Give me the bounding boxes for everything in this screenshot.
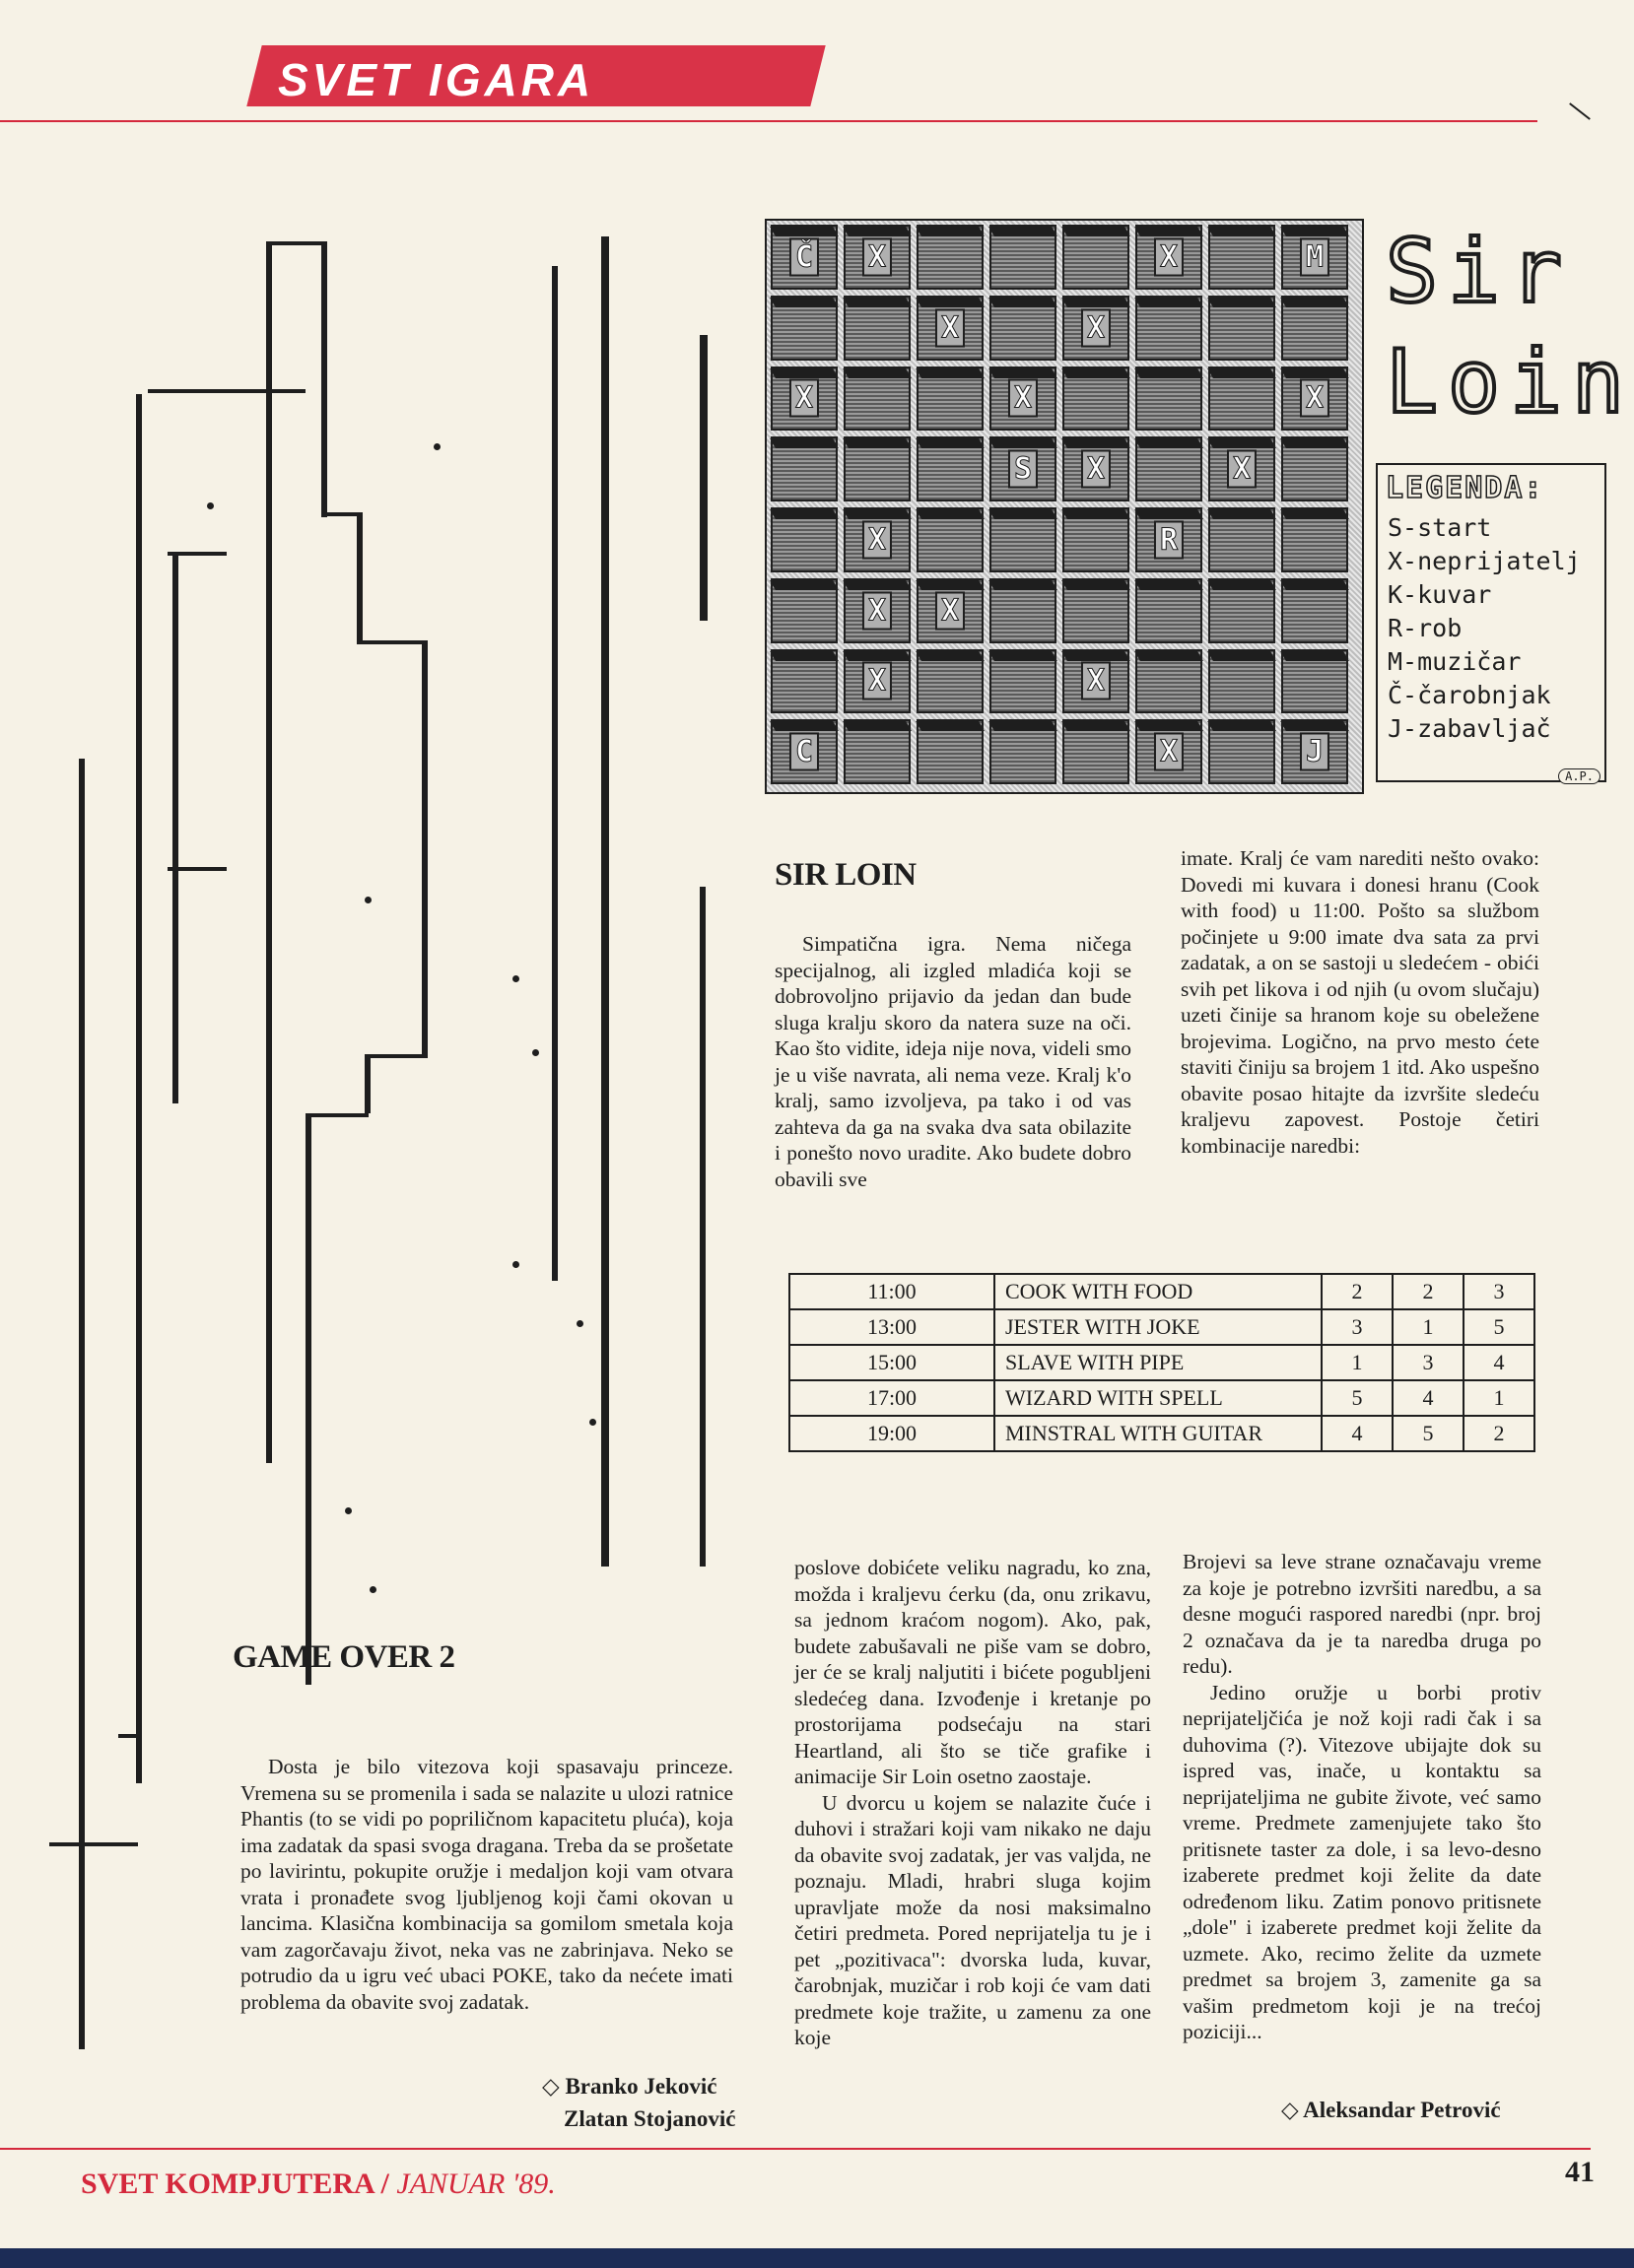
cell-label: X: [1227, 450, 1257, 489]
order-cell: 3: [1393, 1345, 1464, 1380]
footer-magazine-name: SVET KOMPJUTERA /: [81, 2168, 397, 2200]
cell-shade: [988, 721, 1057, 731]
board-cell: [989, 367, 1056, 432]
board-cell: [1062, 649, 1129, 714]
board-cell: [1135, 367, 1202, 432]
cell-shade: [1134, 721, 1203, 731]
board-cell: [989, 719, 1056, 784]
cell-shade: [843, 438, 912, 448]
board-cell: [844, 578, 911, 643]
board-grid: [771, 225, 1348, 784]
time-cell: 19:00: [789, 1416, 994, 1451]
cell-shade: [1134, 651, 1203, 661]
order-cell: 3: [1322, 1309, 1393, 1345]
cell-shade: [843, 580, 912, 590]
board-cell: [1208, 578, 1275, 643]
legend-item: K-kuvar: [1388, 580, 1492, 609]
cell-shade: [843, 651, 912, 661]
cell-shade: [1207, 298, 1276, 307]
board-cell: [1135, 719, 1202, 784]
board-cell: [989, 296, 1056, 361]
cell-label: X: [862, 237, 892, 276]
paragraph: imate. Kralj će vam narediti nešto ovako: Dovedi mi kuvara i donesi hranu (Cook with food) u 11:00. Pošto sa službom počinjete u 9:00 imate dva sata za prvi zadatak, a on se sastoji u sledećem - obići svih pet likova i od njih (u ovom slučaju) uzeti činije sa hranom koje su obeležene brojevima. Logično, na prvo mesto ćete staviti činiju sa brojem 1 itd. Ako uspešno obavite posao hitajte da izvršite sledeću kraljevu zapovest. Postoje četiri kombinacije naredbi:: [1181, 846, 1539, 1158]
legend-item: Č-čarobnjak: [1388, 681, 1551, 709]
paragraph: poslove dobićete veliku nagradu, ko zna, možda i kraljevu ćerku (da, onu zrikavu, sa jednom kraćom nogom). Ako, pak, budete zabušavali ne piše vam se dobro, jer će se kralj naljutiti i bićete pogubljeni sledećeg dana. Izvođenje i kretanje po prostorijama podsećaju na stari Heartland, ali što se tiče grafike i animacije Sir Loin osetno zaostaje.: [794, 1556, 1151, 1788]
table-row: [789, 1345, 1534, 1380]
section-title: SVET IGARA: [278, 54, 595, 105]
cell-shade: [916, 227, 985, 236]
time-cell: 11:00: [789, 1274, 994, 1309]
board-cell: [989, 507, 1056, 572]
table-row: [789, 1274, 1534, 1309]
board-cell: [1281, 649, 1348, 714]
cell-shade: [1207, 227, 1276, 236]
cell-shade: [843, 509, 912, 519]
board-cell: [771, 296, 838, 361]
board-cell: [771, 649, 838, 714]
cell-label: C: [789, 733, 819, 771]
sir-loin-title-line-1: Sir: [1386, 221, 1572, 322]
cell-shade: [770, 438, 839, 448]
game-over-signature-1: ◇ Branko Jeković: [542, 2074, 717, 2099]
board-cell: [844, 507, 911, 572]
cell-shade: [1280, 651, 1349, 661]
cell-shade: [1280, 580, 1349, 590]
cell-shade: [843, 368, 912, 378]
board-cell: [1281, 578, 1348, 643]
cell-shade: [916, 509, 985, 519]
command-cell: COOK WITH FOOD: [994, 1274, 1322, 1309]
board-cell: [1281, 367, 1348, 432]
corner-mark-icon: [1569, 102, 1591, 120]
cell-label: X: [935, 591, 965, 630]
cell-shade: [988, 580, 1057, 590]
order-cell: 1: [1322, 1345, 1393, 1380]
cell-shade: [916, 651, 985, 661]
board-cell: [844, 649, 911, 714]
cell-label: J: [1300, 733, 1329, 771]
board-cell: [844, 367, 911, 432]
legend-item: X-neprijatelj: [1388, 547, 1581, 575]
cell-shade: [988, 227, 1057, 236]
legend-list: [1378, 511, 1604, 746]
order-cell: 1: [1464, 1380, 1534, 1416]
board-cell: [989, 578, 1056, 643]
cell-label: Č: [789, 237, 819, 276]
cell-shade: [916, 298, 985, 307]
board-cell: [1135, 649, 1202, 714]
cell-shade: [770, 298, 839, 307]
cell-shade: [988, 651, 1057, 661]
board-cell: [1135, 225, 1202, 290]
cell-shade: [1134, 298, 1203, 307]
cell-shade: [1207, 651, 1276, 661]
cell-shade: [843, 298, 912, 307]
game-over-heading: GAME OVER 2: [233, 1639, 455, 1675]
paragraph: Simpatična igra. Nema ničega specijalnog, ali izgled mladića koji se dobrovoljno prijavio da jedan dan bude sluga kralju skoro da natera suze na oči. Kao što vidite, ideja nije nova, videli smo je u više navrata, ali nema veze. Kralj k'o kralj, samo izvoljeva, pa tako i od vas zahteva da ga na svaka dva sata obilazite i ponešto novo uradite. Ako budete dobro obavili sve: [775, 932, 1131, 1191]
sir-loin-title-line-2: Loin: [1386, 331, 1634, 433]
paragraph: U dvorcu u kojem se nalazite čuće i duhovi i stražari koji vam nikako ne daju da obavite svoj zadatak, jer vas valjda, ne poznaju. Mladi, hrabri sluga kojim upravljate može da nosi maksimalno četiri predmeta. Pored neprijatelja tu je i pet „pozitivaca": dvorska luda, kuvar, čarobnjak, muzičar i rob koji će vam dati predmete koje tražite, u zamenu za one koje: [794, 1790, 1151, 2049]
cell-label: X: [862, 520, 892, 559]
board-cell: [1062, 578, 1129, 643]
legend-item: S-start: [1388, 513, 1492, 542]
cell-shade: [1134, 509, 1203, 519]
cell-shade: [1207, 580, 1276, 590]
board-cell: [1135, 296, 1202, 361]
legend-title: LEGENDA:: [1386, 471, 1544, 505]
sir-loin-col-4: [1183, 1549, 1541, 2045]
order-cell: 4: [1464, 1345, 1534, 1380]
board-cell: [1281, 436, 1348, 501]
time-cell: 15:00: [789, 1345, 994, 1380]
sir-loin-col-3: [794, 1555, 1151, 2051]
cell-shade: [1280, 721, 1349, 731]
board-cell: [1135, 507, 1202, 572]
cell-label: X: [1008, 379, 1038, 418]
cell-shade: [1061, 438, 1130, 448]
cell-label: X: [935, 308, 965, 347]
cell-shade: [770, 509, 839, 519]
board-cell: [1208, 296, 1275, 361]
board-cell: [1208, 367, 1275, 432]
board-cell: [1062, 296, 1129, 361]
order-cell: 5: [1464, 1309, 1534, 1345]
cell-shade: [916, 721, 985, 731]
cell-shade: [1280, 438, 1349, 448]
board-cell: [1281, 225, 1348, 290]
legend-item: J-zabavljač: [1388, 714, 1551, 743]
cell-shade: [1061, 227, 1130, 236]
cell-shade: [1207, 368, 1276, 378]
cell-shade: [1134, 227, 1203, 236]
board-cell: [917, 507, 984, 572]
board-cell: [917, 367, 984, 432]
board-cell: [989, 225, 1056, 290]
sir-loin-heading: SIR LOIN: [775, 857, 917, 893]
board-cell: [1062, 225, 1129, 290]
paragraph: Jedino oružje u borbi protiv neprijateljčića je nož koji radi čak i sa duhovima (?). Vitezove ubijajte dok su ispred vas, inače, u kontaktu sa neprijateljima ne gubite živote, već samo vreme. Predmete zamenjujete tako što pritisnete taster za dole, i sa levo-desno izaberete predmet koji želite da date određenom liku. Zatim ponovo pritisnete „dole" i izaberete predmet koji želite da uzmete. Ako, recimo želite da uzmete predmet sa brojem 3, zamenite ga sa vašim predmetom koji je na trećoj poziciji...: [1183, 1680, 1541, 2043]
cell-shade: [1280, 298, 1349, 307]
board-cell: [844, 719, 911, 784]
time-cell: 17:00: [789, 1380, 994, 1416]
board-cell: [844, 436, 911, 501]
game-over-map: [30, 227, 670, 1872]
board-cell: [771, 719, 838, 784]
cell-shade: [1280, 368, 1349, 378]
board-cell: [771, 367, 838, 432]
cell-label: X: [789, 379, 819, 418]
order-cell: 2: [1393, 1274, 1464, 1309]
table-row: [789, 1416, 1534, 1451]
order-cell: 1: [1393, 1309, 1464, 1345]
cell-label: X: [1300, 379, 1329, 418]
board-cell: [771, 436, 838, 501]
cell-shade: [1280, 509, 1349, 519]
board-cell: [1135, 578, 1202, 643]
cell-shade: [988, 438, 1057, 448]
cell-shade: [770, 227, 839, 236]
order-cell: 5: [1393, 1416, 1464, 1451]
cell-shade: [1061, 580, 1130, 590]
legend-signature: A.P.: [1558, 768, 1600, 784]
cell-shade: [1134, 580, 1203, 590]
command-table-wrap: [788, 1273, 1535, 1452]
table-row: [789, 1380, 1534, 1416]
cell-label: R: [1154, 520, 1184, 559]
cell-label: M: [1300, 237, 1329, 276]
board-cell: [1208, 719, 1275, 784]
board-cell: [1281, 507, 1348, 572]
cell-shade: [1207, 509, 1276, 519]
cell-shade: [916, 580, 985, 590]
game-over-body: [240, 1754, 733, 2015]
board-cell: [917, 225, 984, 290]
order-cell: 5: [1322, 1380, 1393, 1416]
cell-shade: [988, 298, 1057, 307]
cell-shade: [1134, 368, 1203, 378]
order-cell: 2: [1322, 1274, 1393, 1309]
cell-label: X: [862, 591, 892, 630]
cell-shade: [1061, 721, 1130, 731]
cell-label: S: [1008, 450, 1038, 489]
command-cell: MINSTRAL WITH GUITAR: [994, 1416, 1322, 1451]
board-cell: [844, 296, 911, 361]
cell-shade: [843, 227, 912, 236]
game-over-signature-2: Zlatan Stojanović: [564, 2106, 736, 2131]
board-cell: [1062, 719, 1129, 784]
board-cell: [917, 649, 984, 714]
cell-shade: [1280, 227, 1349, 236]
board-cell: [1208, 507, 1275, 572]
board-cell: [844, 225, 911, 290]
cell-shade: [1061, 651, 1130, 661]
sir-loin-col-2: [1181, 845, 1539, 1159]
cell-shade: [916, 368, 985, 378]
sir-loin-signature: ◇ Aleksandar Petrović: [1281, 2098, 1501, 2122]
cell-shade: [1134, 438, 1203, 448]
paragraph: Dosta je bilo vitezova koji spasavaju princeze. Vremena su se promenila i sada se nalazite u ulozi ratnice Phantis (to se vidi po popriličnom kapacitetu pluća), koja ima zadatak da spasi svoga dragana. Treba da se prošetate po lavirintu, pokupite oružje i medaljon koji vam otvara vrata i pronađete svog ljubljenog koji čami okovan u lancima. Klasična kombinacija sa gomilom smetala koja vam zagorčavaju život, neka vas ne zabrinjava. Neko se potrudio da u igru već ubaci POKE, tako da nećete imati problema da obavite svoj zadatak.: [240, 1755, 733, 2014]
board-cell: [917, 719, 984, 784]
legend-item: R-rob: [1388, 614, 1463, 642]
sir-loin-board: [765, 219, 1364, 794]
board-cell: [1208, 225, 1275, 290]
footer-rule: [0, 2148, 1591, 2150]
board-cell: [917, 296, 984, 361]
cell-shade: [843, 721, 912, 731]
cell-label: X: [1154, 733, 1184, 771]
board-cell: [989, 436, 1056, 501]
board-cell: [1281, 719, 1348, 784]
legend-box: [1376, 463, 1606, 782]
command-cell: WIZARD WITH SPELL: [994, 1380, 1322, 1416]
sir-loin-col-1: [775, 931, 1131, 1192]
order-cell: 3: [1464, 1274, 1534, 1309]
order-cell: 2: [1464, 1416, 1534, 1451]
cell-shade: [1061, 509, 1130, 519]
cell-label: X: [862, 662, 892, 700]
order-cell: 4: [1322, 1416, 1393, 1451]
board-cell: [1208, 649, 1275, 714]
board-cell: [1062, 367, 1129, 432]
cell-label: X: [1081, 450, 1111, 489]
legend-item: M-muzičar: [1388, 647, 1522, 676]
cell-shade: [916, 438, 985, 448]
time-cell: 13:00: [789, 1309, 994, 1345]
cell-label: X: [1154, 237, 1184, 276]
board-cell: [1062, 507, 1129, 572]
cell-shade: [770, 651, 839, 661]
command-cell: JESTER WITH JOKE: [994, 1309, 1322, 1345]
cell-shade: [770, 580, 839, 590]
header-rule: [0, 120, 1537, 122]
cell-shade: [1061, 298, 1130, 307]
command-table: [788, 1273, 1535, 1452]
footer-magazine: [81, 2168, 556, 2201]
cell-shade: [1207, 721, 1276, 731]
cell-shade: [770, 368, 839, 378]
board-cell: [771, 225, 838, 290]
board-cell: [771, 578, 838, 643]
cell-shade: [1061, 368, 1130, 378]
page-number: 41: [1565, 2156, 1595, 2188]
board-cell: [917, 578, 984, 643]
board-cell: [1208, 436, 1275, 501]
board-cell: [989, 649, 1056, 714]
board-cell: [1062, 436, 1129, 501]
cell-shade: [770, 721, 839, 731]
board-cell: [917, 436, 984, 501]
board-cell: [1135, 436, 1202, 501]
cell-shade: [988, 509, 1057, 519]
paragraph: Brojevi sa leve strane označavaju vreme za koje je potrebno izvršiti naredbu, a sa desne mogući raspored naredbi (npr. broj 2 označava da je ta naredba druga po redu).: [1183, 1550, 1541, 1678]
cell-shade: [988, 368, 1057, 378]
cell-shade: [1207, 438, 1276, 448]
footer-issue: JANUAR '89.: [396, 2168, 556, 2200]
order-cell: 4: [1393, 1380, 1464, 1416]
cell-label: X: [1081, 308, 1111, 347]
board-cell: [771, 507, 838, 572]
cell-label: X: [1081, 662, 1111, 700]
bottom-edge: [0, 2248, 1634, 2268]
table-row: [789, 1309, 1534, 1345]
command-cell: SLAVE WITH PIPE: [994, 1345, 1322, 1380]
board-cell: [1281, 296, 1348, 361]
